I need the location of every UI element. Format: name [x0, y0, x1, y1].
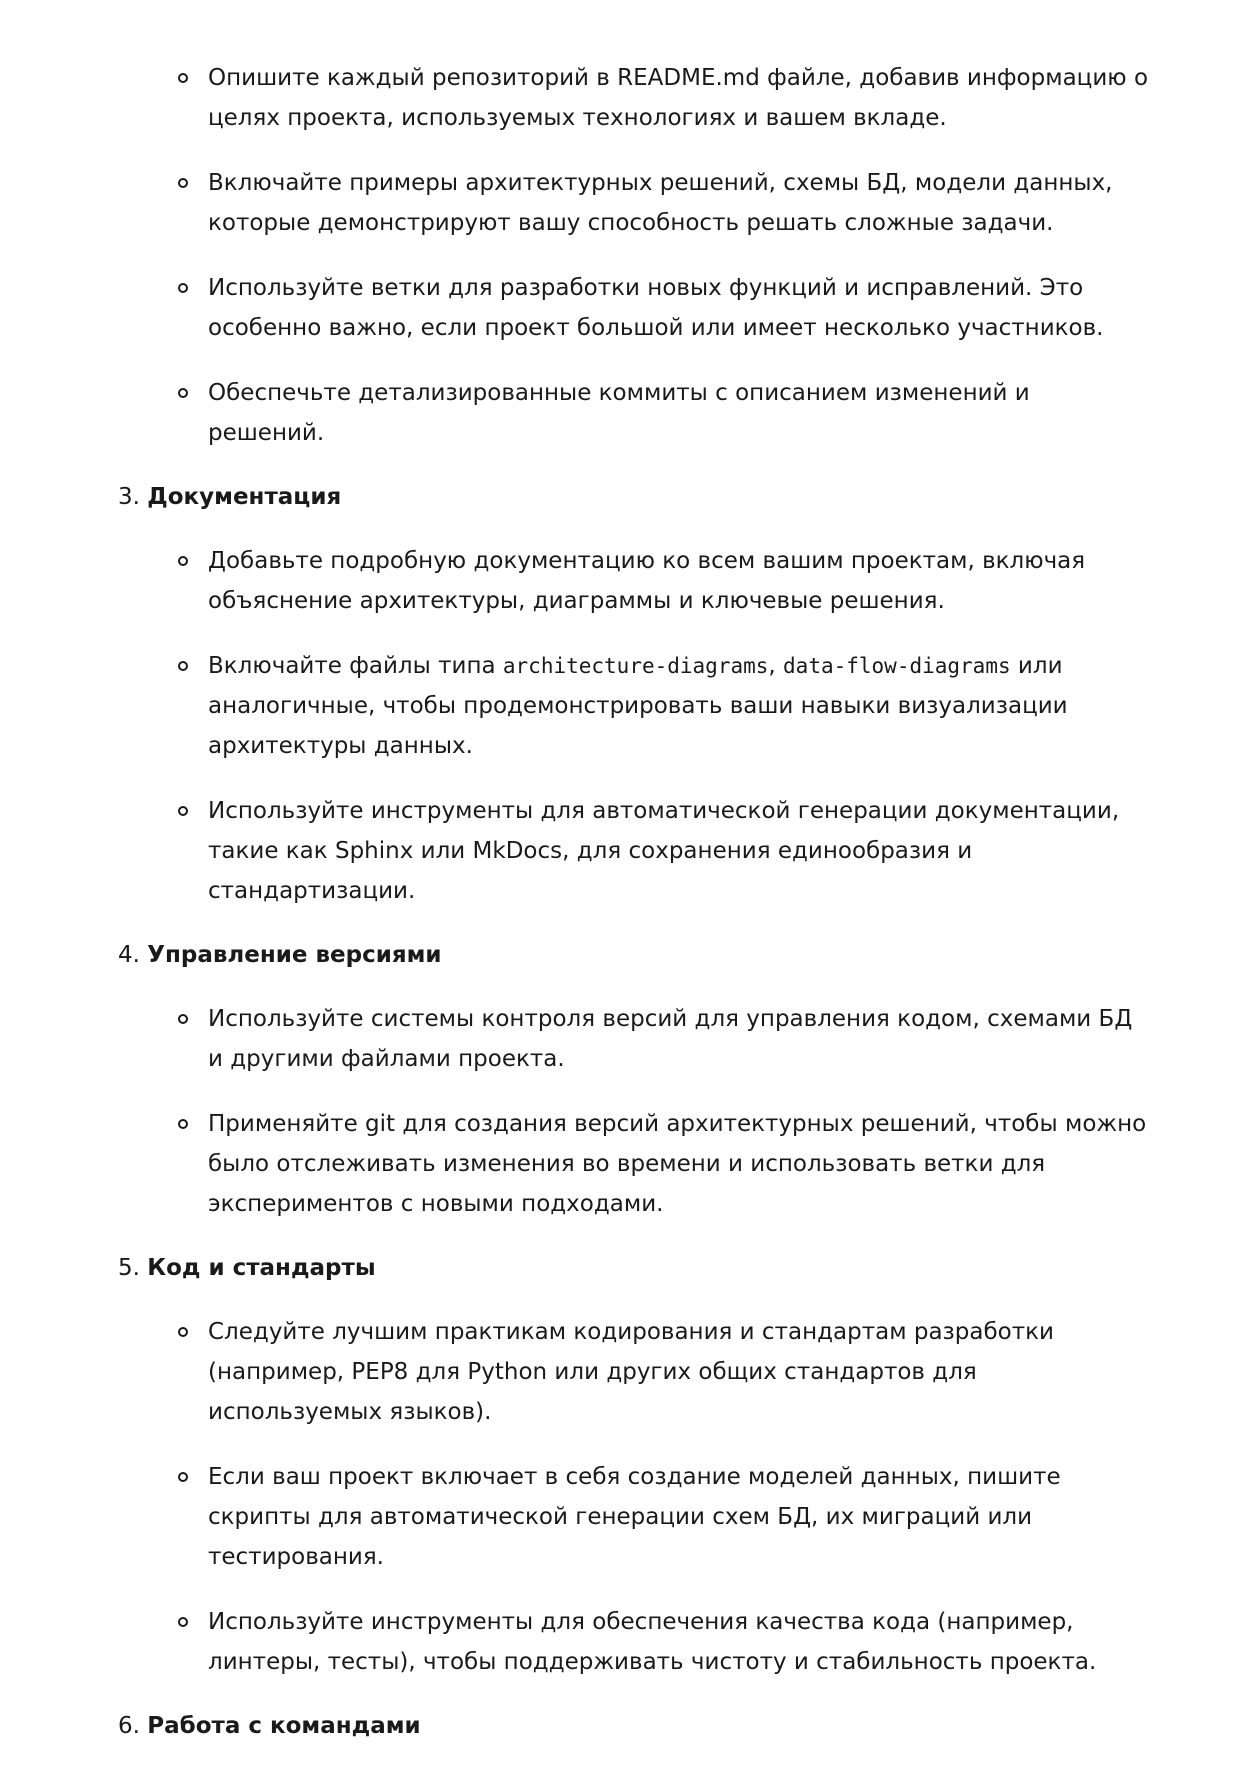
list-item — [0, 373, 1239, 453]
bullet-circle-icon — [178, 556, 188, 566]
list-item-text: Включайте файлы типа architecture-diagrams, data-flow-diagrams или аналогичные, чтобы продемонстрировать ваши навыки визуализации архитектуры данных. — [208, 653, 1068, 759]
list-item — [0, 1457, 1239, 1577]
list-item — [0, 1104, 1239, 1224]
section-heading — [0, 1706, 1239, 1746]
section-number: 4. — [118, 942, 140, 968]
section-version-control — [0, 935, 1239, 1224]
list-item-text: Используйте ветки для разработки новых функций и исправлений. Это особенно важно, если проект большой или имеет несколько участников. — [208, 275, 1104, 341]
bullet-circle-icon — [178, 1119, 188, 1129]
bullet-circle-icon — [178, 661, 188, 671]
inline-code: architecture-diagrams — [502, 654, 769, 678]
bullet-circle-icon — [178, 388, 188, 398]
list-item-text: Используйте инструменты для обеспечения качества кода (например, линтеры, тесты), чтобы поддерживать чистоту и стабильность проекта. — [208, 1609, 1097, 1675]
list-item — [0, 541, 1239, 621]
list-item-text: Обеспечьте детализированные коммиты с описанием изменений и решений. — [208, 380, 1030, 446]
bullet-circle-icon — [178, 283, 188, 293]
list-item — [0, 646, 1239, 766]
list-item — [0, 1602, 1239, 1682]
list-item-text: Используйте системы контроля версий для управления кодом, схемами БД и другими файлами проекта. — [208, 1006, 1133, 1072]
section-code-standards — [0, 1248, 1239, 1682]
list-item — [0, 791, 1239, 911]
list-item-text: Если ваш проект включает в себя создание моделей данных, пишите скрипты для автоматической генерации схем БД, их миграций или тестирования. — [208, 1464, 1061, 1570]
section-number: 5. — [118, 1255, 140, 1281]
section-title: Код и стандарты — [147, 1255, 376, 1281]
list-item — [0, 58, 1239, 138]
document-content — [0, 58, 1239, 1770]
section-title: Документация — [147, 484, 342, 510]
section-number: 3. — [118, 484, 140, 510]
section-title: Работа с командами — [147, 1713, 421, 1739]
section-heading — [0, 477, 1239, 517]
section-heading — [0, 1248, 1239, 1288]
list-item-text: Применяйте git для создания версий архитектурных решений, чтобы можно было отслеживать изменения во времени и использовать ветки для экспериментов с новыми подходами. — [208, 1111, 1147, 1217]
section-documentation — [0, 477, 1239, 911]
bullet-circle-icon — [178, 1617, 188, 1627]
bullet-circle-icon — [178, 1327, 188, 1337]
list-item — [0, 1312, 1239, 1432]
list-item — [0, 163, 1239, 243]
list-item — [0, 999, 1239, 1079]
section-team-work — [0, 1706, 1239, 1746]
list-item-text: Опишите каждый репозиторий в README.md файле, добавив информацию о целях проекта, используемых технологиях и вашем вкладе. — [208, 65, 1149, 131]
list-item-text: Следуйте лучшим практикам кодирования и стандартам разработки (например, PEP8 для Python или других общих стандартов для используемых языков). — [208, 1319, 1054, 1425]
inline-code: data-flow-diagrams — [783, 654, 1011, 678]
list-item-text: Добавьте подробную документацию ко всем вашим проектам, включая объяснение архитектуры, диаграммы и ключевые решения. — [208, 548, 1086, 614]
list-item-text: Используйте инструменты для автоматической генерации документации, такие как Sphinx или MkDocs, для сохранения единообразия и стандартизации. — [208, 798, 1120, 904]
section-title: Управление версиями — [147, 942, 442, 968]
bullet-circle-icon — [178, 1014, 188, 1024]
bullet-circle-icon — [178, 73, 188, 83]
section-heading — [0, 935, 1239, 975]
bullet-circle-icon — [178, 178, 188, 188]
bullet-circle-icon — [178, 806, 188, 816]
section-number: 6. — [118, 1713, 140, 1739]
list-item-text: Включайте примеры архитектурных решений, схемы БД, модели данных, которые демонстрируют вашу способность решать сложные задачи. — [208, 170, 1113, 236]
list-item — [0, 268, 1239, 348]
bullet-circle-icon — [178, 1472, 188, 1482]
